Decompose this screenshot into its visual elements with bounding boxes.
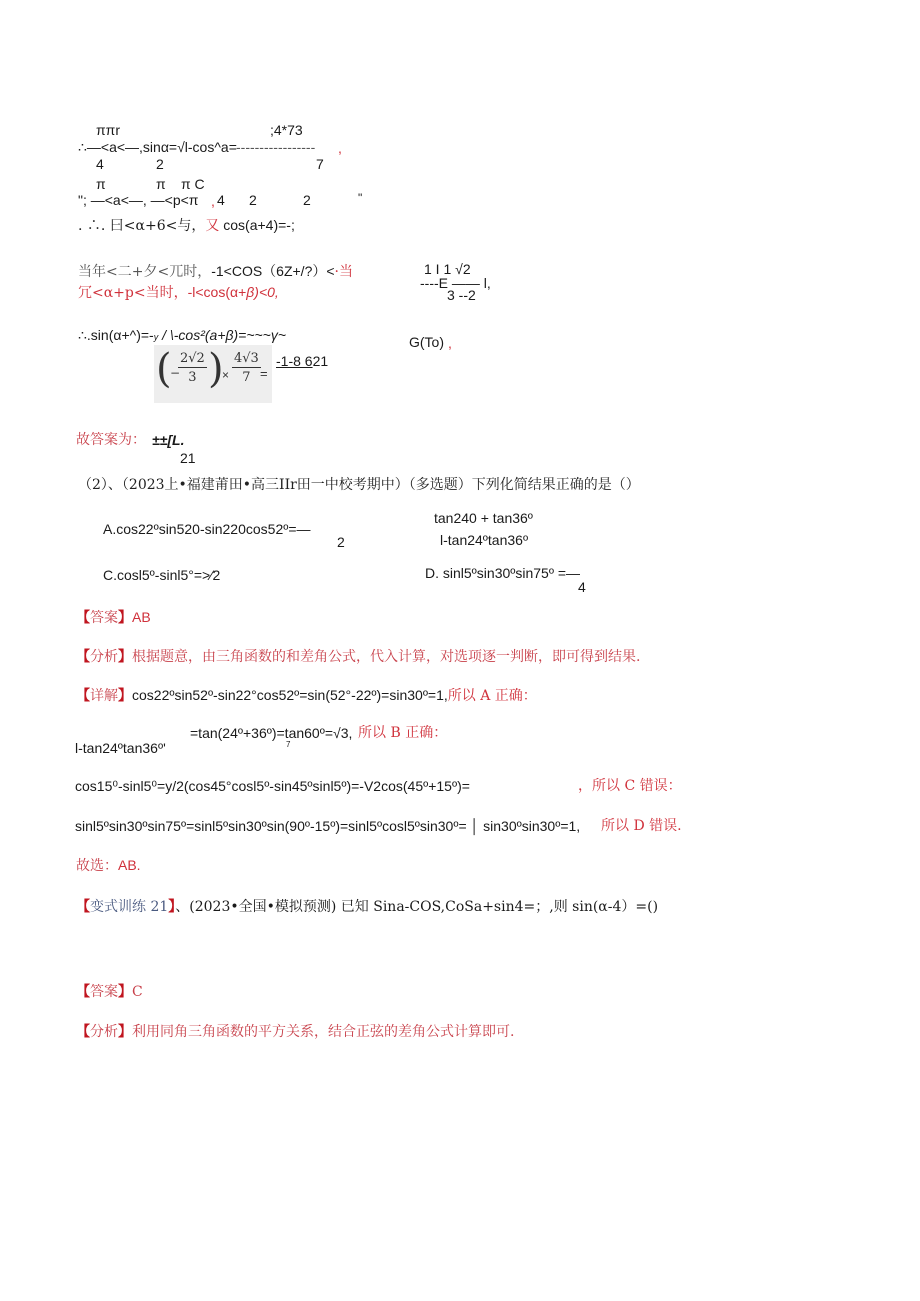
sin-alpha-equation: ∴—<a<—,sinα=√l-cos^a= <box>78 139 237 155</box>
tail-2b: 2 <box>303 192 311 208</box>
answer-label: 故答案为： <box>76 432 146 448</box>
detail-d-conclusion: 所以 D 错误. <box>601 818 682 834</box>
cos-range-line: 当年<二+夕<兀时，-1<COS（6Z+/?）<·当 <box>78 263 353 280</box>
g-to-label: G(To) <box>409 334 444 350</box>
denominator-2: 2 <box>156 156 164 172</box>
detail-b-denominator: l-tan24ºtan36º' <box>75 740 166 756</box>
option-d: D. sinl5ºsin30ºsin75º =— <box>425 565 581 581</box>
pi-top-c: π C <box>181 176 205 192</box>
fraction-2root2-over-3: $\frac{2√2}{3}$ <box>180 351 205 385</box>
denominator-7: 7 <box>316 156 324 172</box>
fraction-4root3-over-7: $\frac{4√3}{7}$ <box>234 351 259 385</box>
right-paren: ) <box>208 346 224 392</box>
option-a-denominator: 2 <box>337 534 345 550</box>
tail-2a: 2 <box>249 192 257 208</box>
detail-c-conclusion: ，所以 C 错误： <box>578 778 682 794</box>
option-b-numerator: tan240 + tan36º <box>434 510 533 526</box>
side-fraction-mid: ----E —— l, <box>420 275 491 291</box>
fraction-bar: ----------------- <box>236 139 316 155</box>
denominator-4: 4 <box>96 156 104 172</box>
choose-row: 故选：AB. <box>76 857 141 874</box>
variant-answer-row: 【答案】C <box>76 983 143 1000</box>
times-sign: × <box>222 368 230 382</box>
detail-row-d: sinl5ºsin30ºsin75º=sinl5ºsin30ºsin(90º-15º)=sinl5ºcosl5ºsin30º= │ sin30ºsin30º=1, <box>75 818 581 834</box>
red-comma-3: , <box>448 335 452 351</box>
analysis-row: 【分析】根据题意，由三角函数的和差角公式，代入计算，对选项逐一判断，即可得到结果. <box>76 648 641 665</box>
option-b-denominator: l-tan24ºtan36º <box>440 532 529 548</box>
left-paren: ( <box>156 346 172 392</box>
pi-top-2: π <box>156 176 166 192</box>
red-comma: , <box>338 140 342 156</box>
variant-21-stem: 【变式训练 21】、(2023•全国•模拟预测) 已知 Sina-COS,CoSa+sin4=；,则 sin(α-4）=() <box>76 898 659 915</box>
cos-negative-line: 冗<α+p<当时，-l<cos(α+β)<0, <box>78 284 279 301</box>
tail-4: 4 <box>217 192 225 208</box>
formula-result: -1-8 621 <box>276 353 329 369</box>
variant-analysis-row: 【分析】利用同角三角函数的平方关系，结合正弦的差角公式计算即可. <box>76 1023 515 1040</box>
formula-image <box>154 345 272 403</box>
closing-quote: " <box>358 191 363 205</box>
side-fraction-bot: 3 --2 <box>447 287 476 303</box>
option-a: A.cos22ºsin520-sin220cos52º=— <box>103 521 311 537</box>
detail-b-conclusion: 所以 B 正确： <box>358 725 448 741</box>
detail-row-c: cos15⁰-sinl5⁰=y/2(cos45°cosl5º-sin45ºsinl5º)=-V2cos(45º+15º)= <box>75 778 470 794</box>
side-fraction-top: 1 I 1 √2 <box>424 261 471 277</box>
pi-top-1: π <box>96 176 106 192</box>
detail-b-subscript: 7 <box>286 740 291 749</box>
equals-sign: = <box>260 366 268 381</box>
alpha-beta-range-line: . ∴. 曰<α+6<与，又 cos(a+4)=-; <box>78 217 295 234</box>
answer-denominator: 21 <box>180 450 196 466</box>
detail-b-equation: =tan(24º+36º)=tan60º=√3, <box>190 725 353 741</box>
detail-row-a: 【详解】cos22ºsin52º-sin22°cos52º=sin(52°-22º)=sin30º=1,所以 A 正确： <box>76 687 537 704</box>
option-c: C.cosl5º-sinl5°=>⁄2 <box>103 567 221 583</box>
sqrt-numerator: ;4*73 <box>270 122 303 138</box>
question-2-stem: （2）、（2023上•福建莆田•高三IIr田一中校考期中）（多选题）下列化简结果正确的是（） <box>78 477 640 493</box>
red-comma-2: , <box>211 193 215 209</box>
answer-row: 【答案】AB <box>76 609 151 626</box>
pi-over-top: ππr <box>96 122 120 138</box>
beta-range: "; —<a<—, —<p<π <box>78 192 199 208</box>
answer-value: ±±[L. <box>152 432 185 448</box>
minus-sign: − <box>170 366 181 380</box>
option-d-denominator: 4 <box>578 579 586 595</box>
sin-sum-line: ∴.sin(α+^)=-y / \-cos²(a+β)=~~~γ~ <box>78 327 287 343</box>
